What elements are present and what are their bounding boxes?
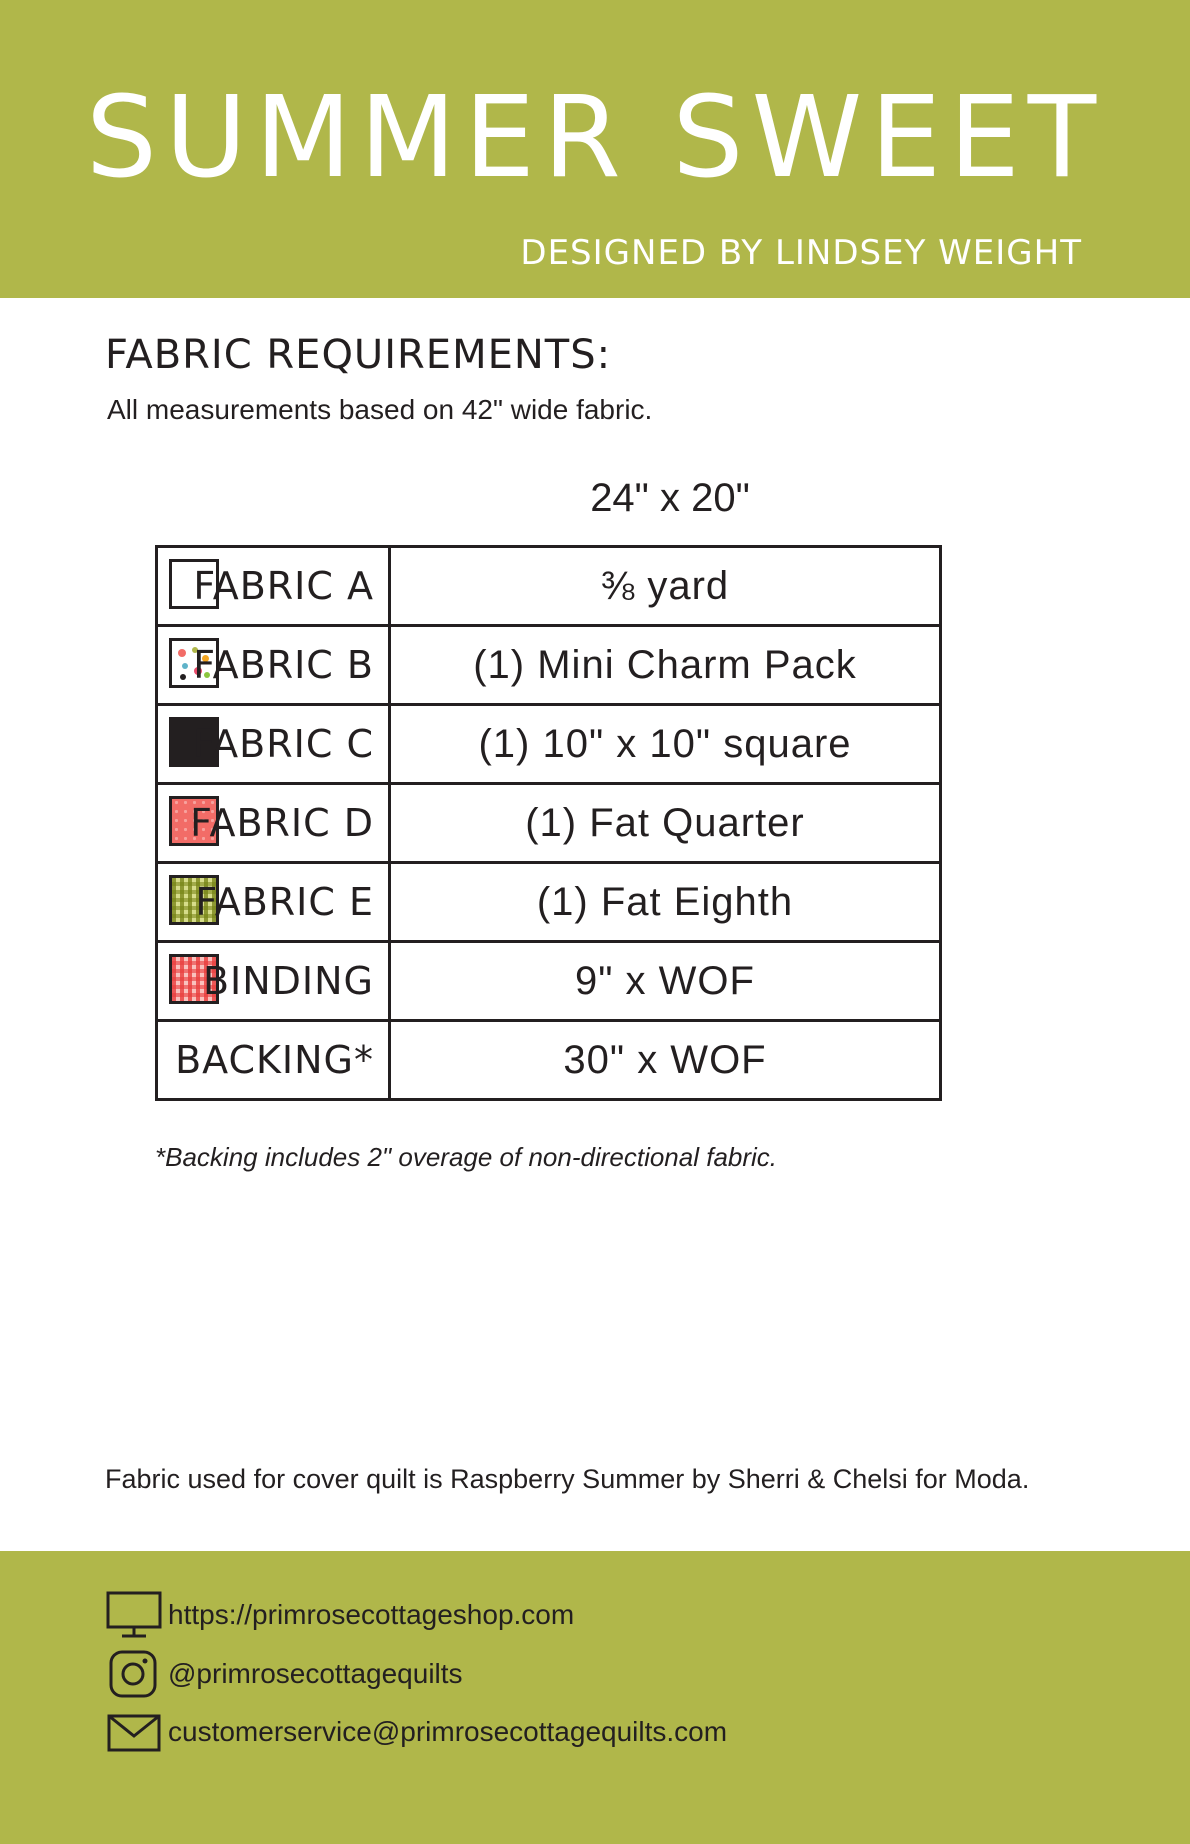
header-banner: [0, 0, 1190, 298]
footer-banner: [0, 1551, 1190, 1844]
fabric-amount: (1) 10" x 10" square: [390, 705, 941, 784]
table-row: [157, 784, 941, 863]
fabric-label: BINDING: [202, 959, 374, 1003]
designer-credit: DESIGNED BY LINDSEY WEIGHT: [520, 233, 1082, 273]
fabric-amount: (1) Mini Charm Pack: [390, 626, 941, 705]
fabric-amount: (1) Fat Eighth: [390, 863, 941, 942]
website-link[interactable]: https://primrosecottageshop.com: [168, 1599, 575, 1630]
monitor-icon: [106, 1591, 162, 1639]
email-contact[interactable]: [106, 1708, 727, 1756]
measurements-note: All measurements based on 42" wide fabric.: [107, 394, 653, 425]
email-link[interactable]: customerservice@primrosecottagequilts.com: [168, 1716, 728, 1747]
table-row: [157, 942, 941, 1021]
fabric-label-cell: [157, 863, 390, 942]
fabric-amount: ⅜ yard: [390, 547, 941, 626]
fabric-label: FABRIC B: [193, 643, 374, 687]
envelope-icon: [106, 1708, 162, 1756]
table-row: [157, 547, 941, 626]
pattern-title: SUMMER SWEET: [85, 73, 1105, 203]
table-row: [157, 863, 941, 942]
fabric-requirements-heading: FABRIC REQUIREMENTS:: [105, 332, 612, 378]
fabric-label-cell: [157, 784, 390, 863]
backing-footnote: *Backing includes 2" overage of non-directional fabric.: [155, 1142, 778, 1172]
fabric-label: FABRIC D: [190, 801, 374, 845]
fabric-label: BACKING*: [175, 1038, 374, 1082]
fabric-credit: Fabric used for cover quilt is Raspberry Summer by Sherri & Chelsi for Moda.: [105, 1464, 1030, 1494]
table-row: [157, 1021, 941, 1100]
fabric-amount: (1) Fat Quarter: [390, 784, 941, 863]
instagram-handle[interactable]: @primrosecottagequilts: [168, 1658, 463, 1689]
website-contact[interactable]: [106, 1591, 574, 1639]
fabric-label: FABRIC E: [195, 880, 374, 924]
instagram-contact[interactable]: [106, 1650, 463, 1698]
fabric-label: FABRIC C: [192, 722, 374, 766]
table-row: [157, 705, 941, 784]
fabric-label-cell: [157, 547, 390, 626]
quilt-size-label: 24" x 20": [590, 476, 750, 520]
fabric-requirements-table: [155, 545, 942, 1101]
fabric-label-cell: [157, 705, 390, 784]
fabric-amount: 30" x WOF: [390, 1021, 941, 1100]
fabric-amount: 9" x WOF: [390, 942, 941, 1021]
table-row: [157, 626, 941, 705]
instagram-icon: [106, 1650, 162, 1698]
fabric-label-cell: [157, 1021, 390, 1100]
fabric-label: FABRIC A: [193, 564, 374, 608]
fabric-label-cell: [157, 626, 390, 705]
fabric-label-cell: [157, 942, 390, 1021]
